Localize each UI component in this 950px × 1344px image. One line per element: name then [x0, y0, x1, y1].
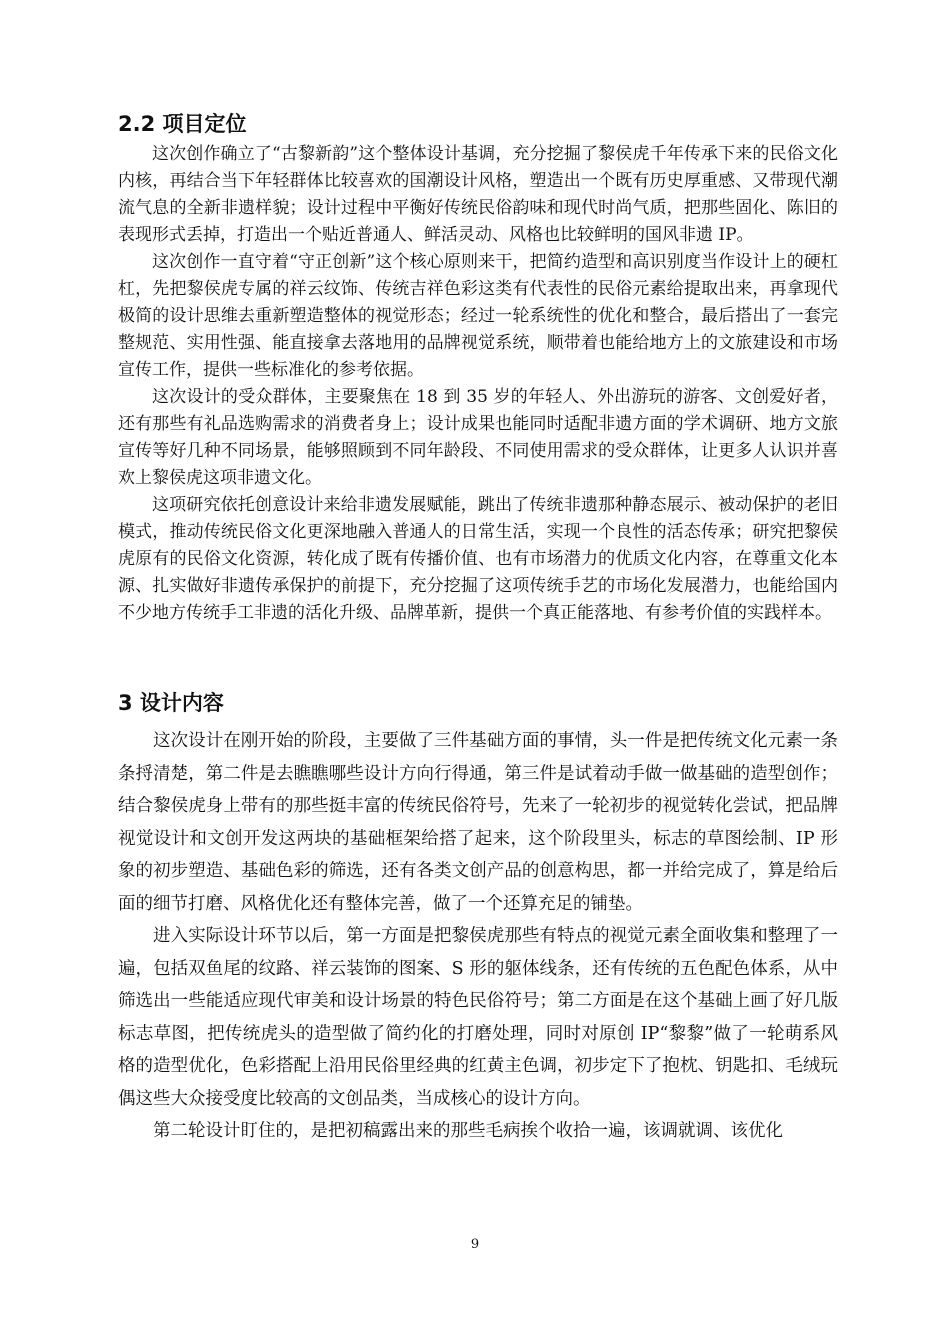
body-paragraph: 这次设计的受众群体，主要聚焦在 18 到 35 岁的年轻人、外出游玩的游客、文创爱好者，还有那些有礼品选购需求的消费者身上；设计成果也能同时适配非遗方面的学术调研、地方文旅宣传等好几种不同场景，能够照顾到不同年龄段、不同使用需求的受众群体，让更多人认识并喜欢上黎侯虎这项非遗文化。	[118, 387, 838, 488]
section-2-2-body	[118, 141, 838, 627]
body-paragraph: 这次创作一直守着“守正创新”这个核心原则来干，把简约造型和高识别度当作设计上的硬杠杠，先把黎侯虎专属的祥云纹饰、传统吉祥色彩这类有代表性的民俗元素给提取出来，再拿现代极简的设计思维去重新塑造整体的视觉形态；经过一轮系统性的优化和整合，最后搭出了一套完整规范、实用性强、能直接拿去落地用的品牌视觉系统，顺带着也能给地方上的文旅建设和市场宣传工作，提供一些标准化的参考依据。	[118, 252, 838, 380]
section-3-heading-block	[118, 689, 838, 717]
section-heading: 2.2 项目定位	[118, 112, 247, 136]
body-paragraph: 这次创作确立了“古黎新韵”这个整体设计基调，充分挖掘了黎侯虎千年传承下来的民俗文化内核，再结合当下年轻群体比较喜欢的国潮设计风格，塑造出一个既有历史厚重感、又带现代潮流气息的全新非遗样貌；设计过程中平衡好传统民俗韵味和现代时尚气质，把那些固化、陈旧的表现形式丢掉，打造出一个贴近普通人、鲜活灵动、风格也比较鲜明的国风非遗 IP。	[118, 144, 838, 245]
body-paragraph: 第二轮设计盯住的，是把初稿露出来的那些毛病挨个收拾一遍，该调就调、该优化	[153, 1121, 783, 1141]
section-3-body	[118, 725, 838, 1148]
section-heading: 3 设计内容	[118, 691, 224, 715]
body-paragraph: 进入实际设计环节以后，第一方面是把黎侯虎那些有特点的视觉元素全面收集和整理了一遍，包括双鱼尾的纹路、祥云装饰的图案、S 形的躯体线条，还有传统的五色配色体系，从中筛选出一些能适应现代审美和设计场景的特色民俗符号；第二方面是在这个基础上画了好几版标志草图，把传统虎头的造型做了简约化的打磨处理，同时对原创 IP“黎黎”做了一轮萌系风格的造型优化，色彩搭配上沿用民俗里经典的红黄主色调，初步定下了抱枕、钥匙扣、毛绒玩偶这些大众接受度比较高的文创品类，当成核心的设计方向。	[118, 926, 838, 1109]
body-paragraph: 这项研究依托创意设计来给非遗发展赋能，跳出了传统非遗那种静态展示、被动保护的老旧模式，推动传统民俗文化更深地融入普通人的日常生活，实现一个良性的活态传承；研究把黎侯虎原有的民俗文化资源，转化成了既有传播价值、也有市场潜力的优质文化内容，在尊重文化本源、扎实做好非遗传承保护的前提下，充分挖掘了这项传统手艺的市场化发展潜力，也能给国内不少地方传统手工非遗的活化升级、品牌革新，提供一个真正能落地、有参考价值的实践样本。	[118, 495, 838, 623]
body-paragraph: 这次设计在刚开始的阶段，主要做了三件基础方面的事情，头一件是把传统文化元素一条条捋清楚，第二件是去瞧瞧哪些设计方向行得通，第三件是试着动手做一做基础的造型创作；结合黎侯虎身上带有的那些挺丰富的传统民俗符号，先来了一轮初步的视觉转化尝试，把品牌视觉设计和文创开发这两块的基础框架给搭了起来，这个阶段里头，标志的草图绘制、IP 形象的初步塑造、基础色彩的筛选，还有各类文创产品的创意构思，都一并给完成了，算是给后面的细节打磨、风格优化还有整体完善，做了一个还算充足的铺垫。	[118, 731, 838, 914]
page-number: 9	[470, 1237, 480, 1252]
section-2-2-heading-block	[118, 110, 838, 138]
